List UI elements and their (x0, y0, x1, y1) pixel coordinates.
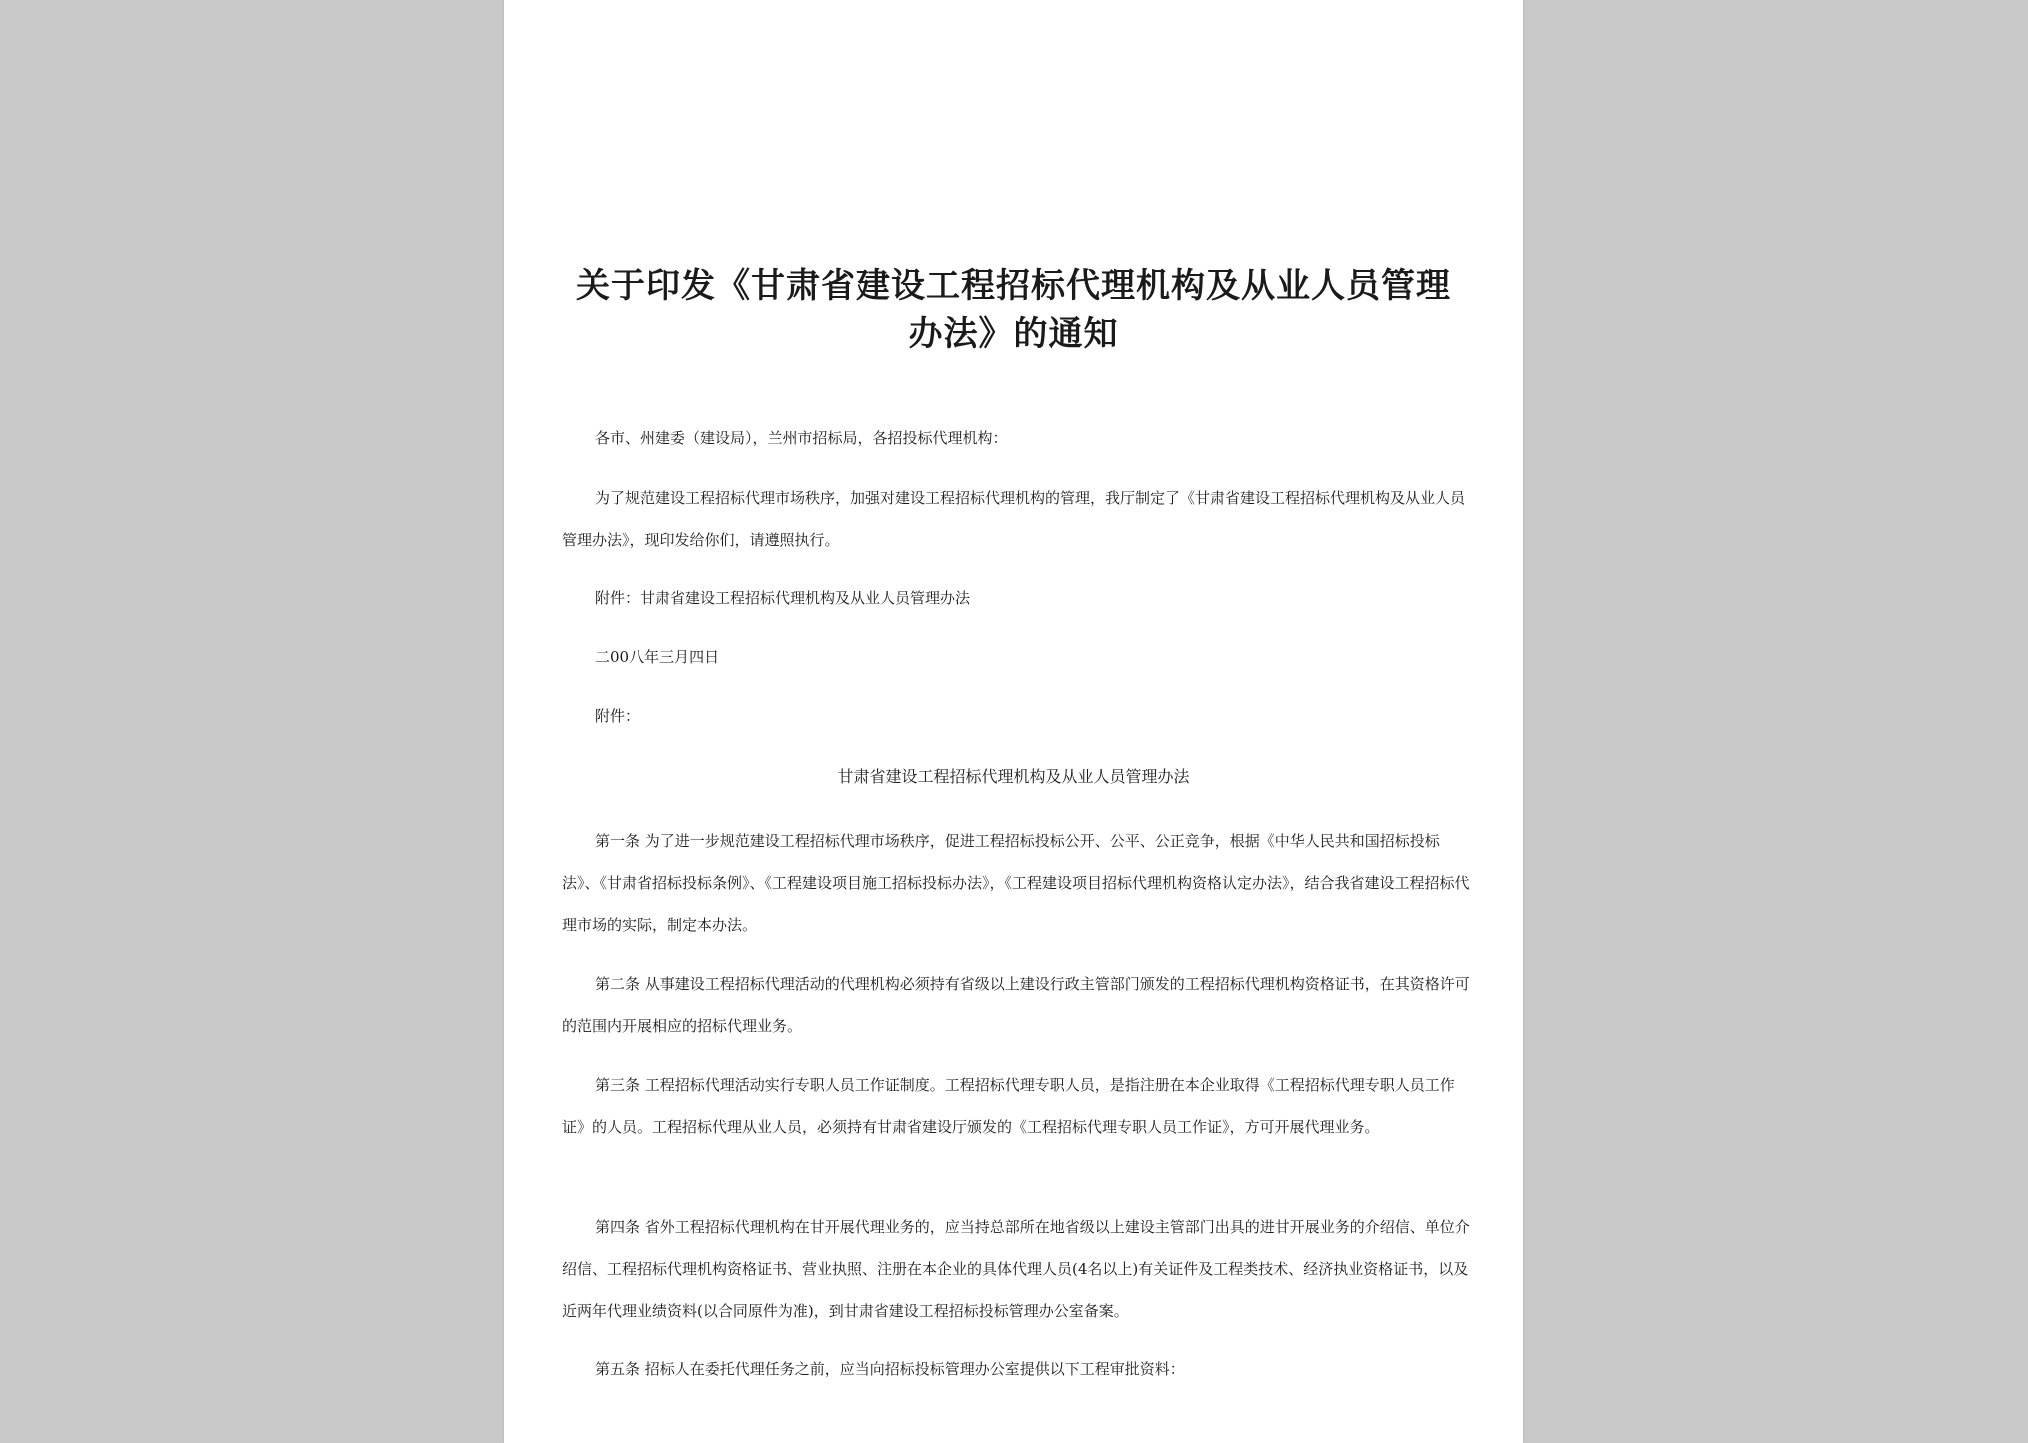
article-1: 第一条 为了进一步规范建设工程招标代理市场秩序，促进工程招标投标公开、公平、公正竞争，根据《中华人民共和国招标投标法》、《甘肃省招标投标条例》、《工程建设项目施工招标投标办法》，《工程建设项目招标代理机构资格认定办法》，结合我省建设工程招标代理市场的实际，制定本办法。 (562, 832, 1470, 934)
document-title: 关于印发《甘肃省建设工程招标代理机构及从业人员管理办法》的通知 (576, 266, 1451, 354)
article-3: 第三条 工程招标代理活动实行专职人员工作证制度。工程招标代理专职人员，是指注册在本企业取得《工程招标代理专职人员工作证》的人员。工程招标代理从业人员，必须持有甘肃省建设厅颁发的《工程招标代理专职人员工作证》，方可开展代理业务。 (562, 1076, 1455, 1136)
intro-paragraph: 为了规范建设工程招标代理市场秩序，加强对建设工程招标代理机构的管理，我厅制定了《甘肃省建设工程招标代理机构及从业人员管理办法》，现印发给你们，请遵照执行。 (562, 489, 1466, 549)
attachment-subtitle: 甘肃省建设工程招标代理机构及从业人员管理办法 (837, 767, 1190, 786)
article-4: 第四条 省外工程招标代理机构在甘开展代理业务的，应当持总部所在地省级以上建设主管部门出具的进甘开展业务的介绍信、单位介绍信、工程招标代理机构资格证书、营业执照、注册在本企业的具体代理人员(4名以上)有关证件及工程类技术、经济执业资格证书，以及近两年代理业绩资料(以合同原件为准)，到甘肃省建设工程招标投标管理办公室备案。 (562, 1218, 1470, 1320)
attachment-line: 附件：甘肃省建设工程招标代理机构及从业人员管理办法 (595, 589, 971, 607)
document-page (504, 0, 1523, 1443)
article-2: 第二条 从事建设工程招标代理活动的代理机构必须持有省级以上建设行政主管部门颁发的工程招标代理机构资格证书，在其资格许可的范围内开展相应的招标代理业务。 (562, 975, 1470, 1035)
article-5: 第五条 招标人在委托代理任务之前，应当向招标投标管理办公室提供以下工程审批资料： (595, 1360, 1185, 1378)
salutation: 各市、州建委（建设局），兰州市招标局，各招投标代理机构： (595, 429, 1008, 447)
attachment-label: 附件： (595, 707, 641, 725)
issue-date: 二00八年三月四日 (595, 648, 720, 666)
